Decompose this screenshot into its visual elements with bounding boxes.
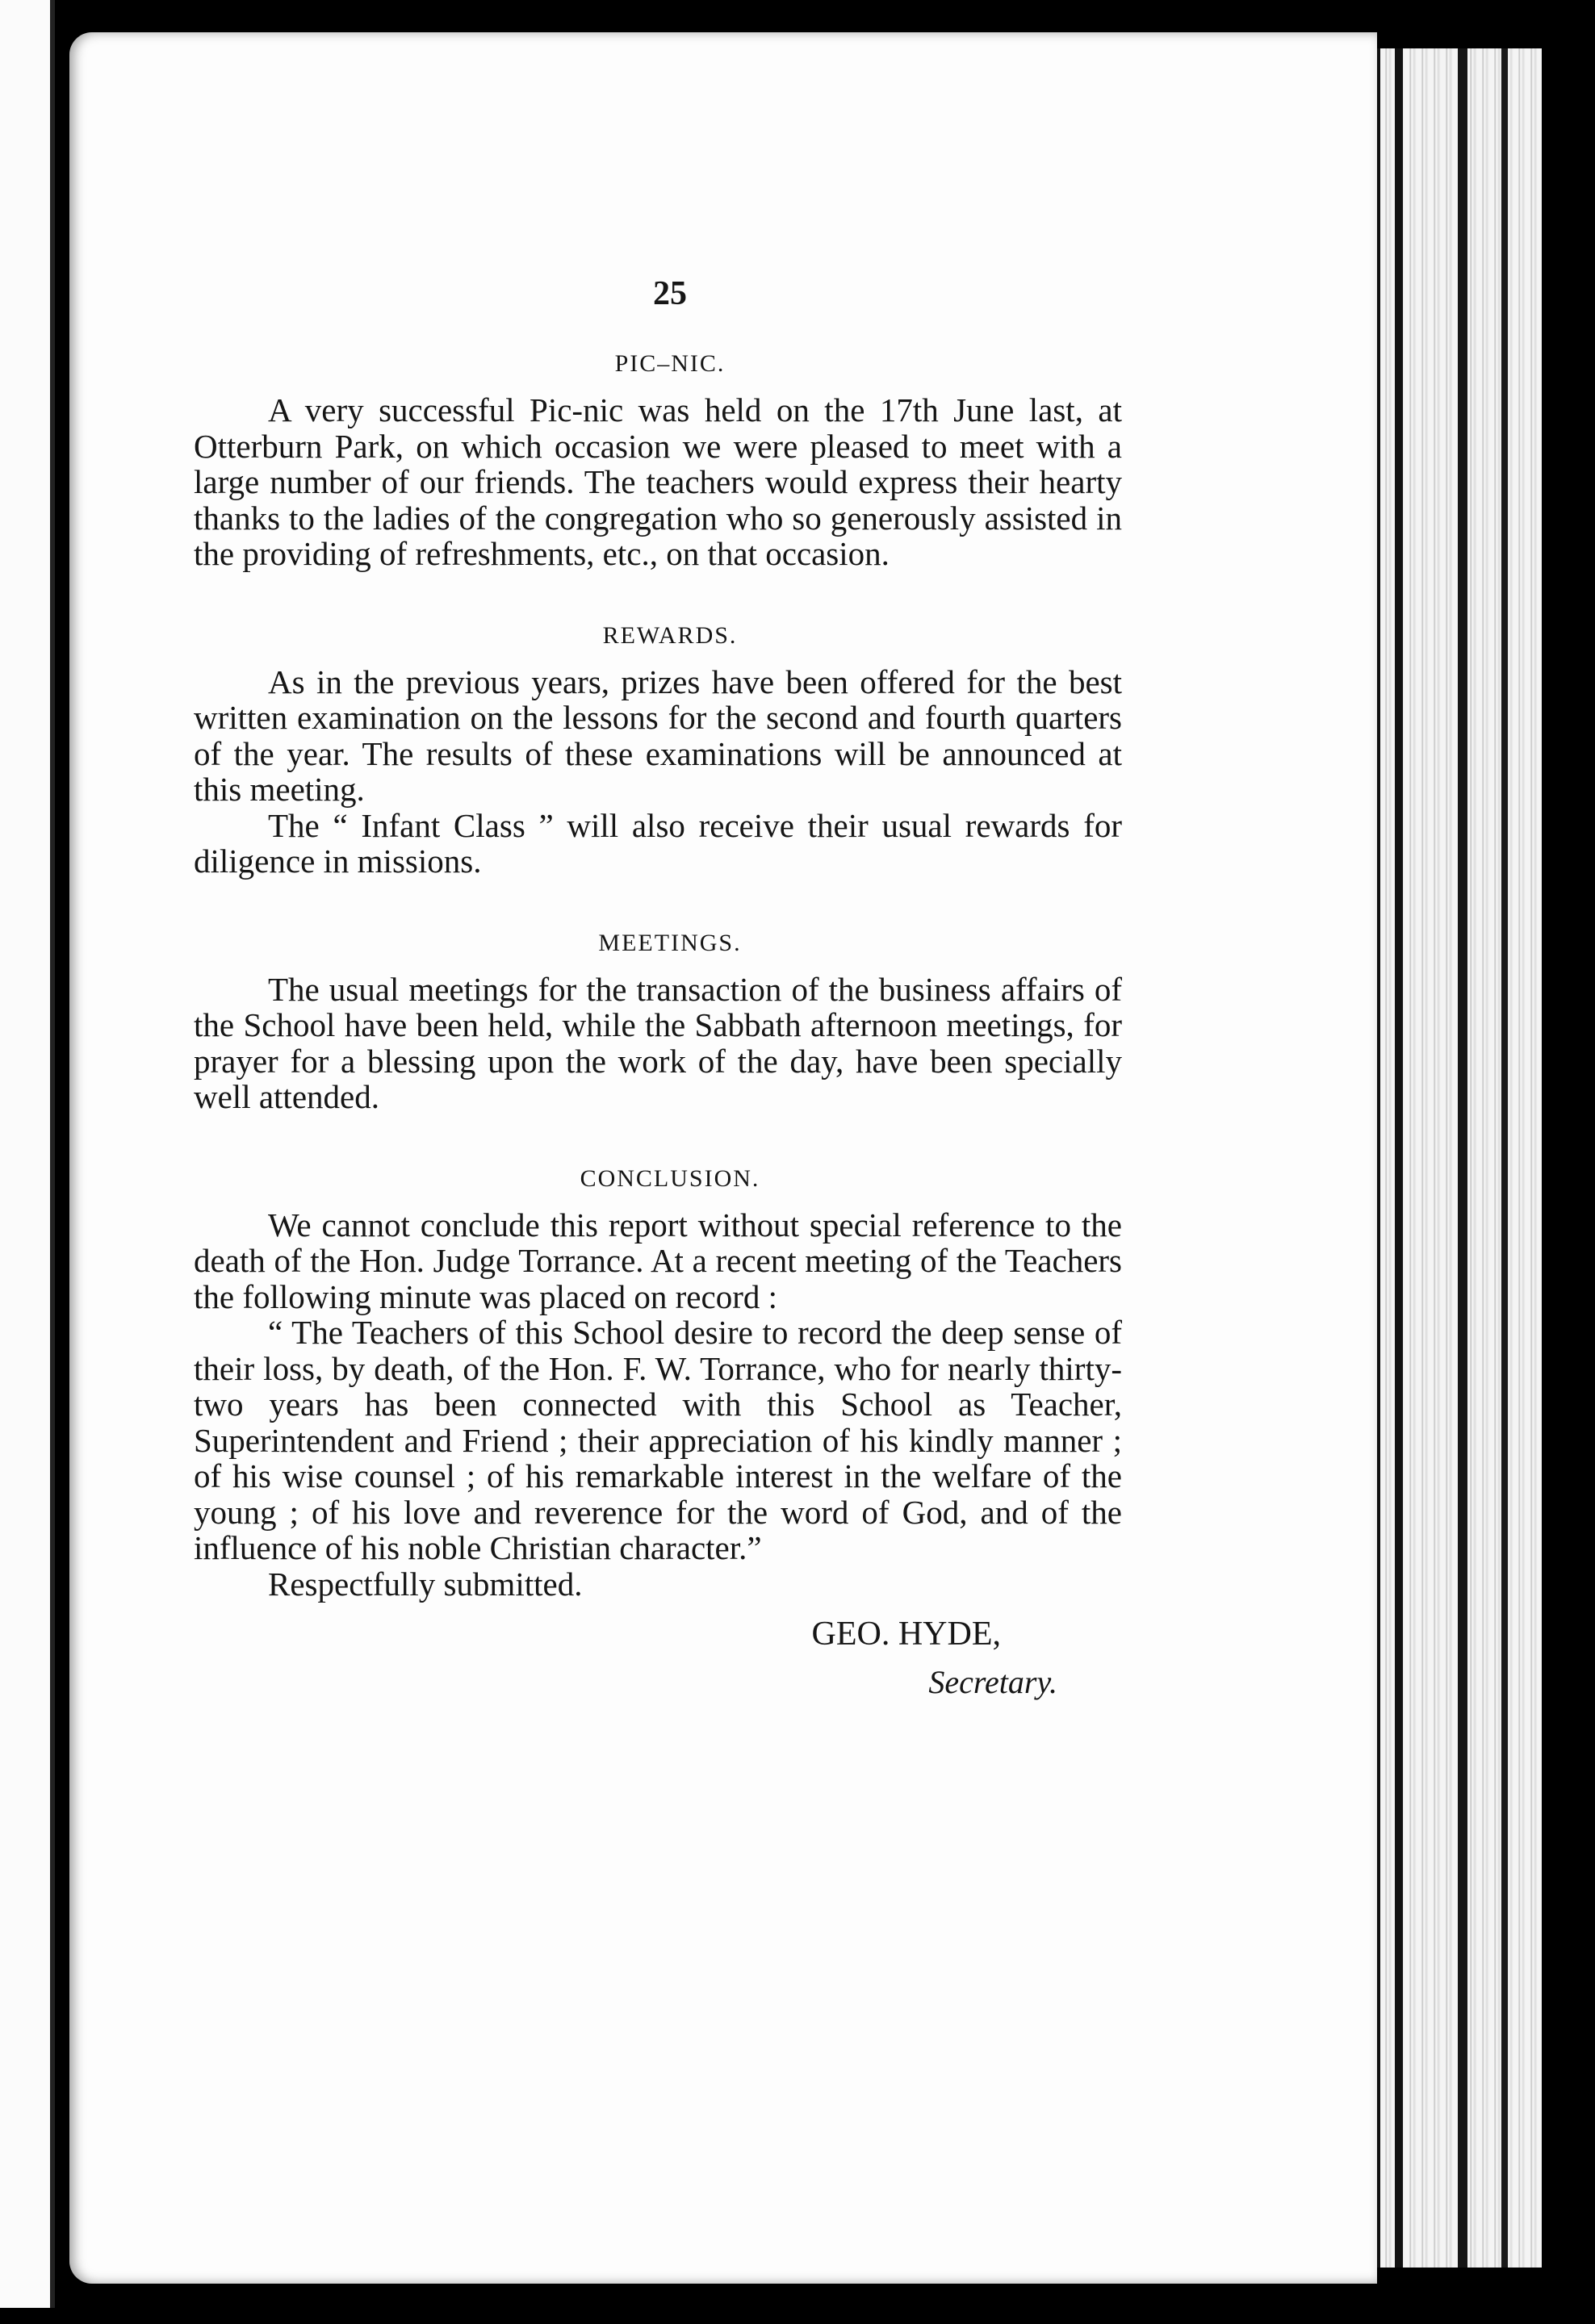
page-text-block bbox=[194, 274, 1122, 1701]
paragraph: The usual meetings for the transaction of the business affairs of the School have been held, while the Sabbath afternoon meetings, for prayer for a blessing upon the work of the day, have been specially well attended. bbox=[194, 970, 1122, 1115]
section-picnic bbox=[194, 350, 1122, 572]
gutter-shadow bbox=[55, 0, 69, 2324]
page-number: 25 bbox=[653, 275, 687, 312]
quoted-minute: “ The Teachers of this School desire to record the deep sense of their loss, by death, of the Hon. F. W. Torrance, who for nearly thirty-two years has been connected with this School as Teacher, Superintendent and Friend ; their appreciation of his kindly manner ; of his wise counsel ; of his remarkable interest in the welfare of the young ; of his love and reverence for the word of God, and of the influence of his noble Christian character.” bbox=[194, 1314, 1122, 1566]
paragraph: We cannot conclude this report without special reference to the death of the Hon. Judge Torrance. At a recent meeting of the Teachers the following minute was placed on record : bbox=[194, 1206, 1122, 1315]
paragraph: A very successful Pic-nic was held on the 17th June last, at Otterburn Park, on which occasion we were pleased to meet with a large number of our friends. The teachers would express their hearty thanks to the ladies of the congregation who so generously assisted in the providing of refreshments, etc., on that occasion. bbox=[194, 391, 1122, 572]
page-edge-shadow bbox=[1458, 48, 1467, 2268]
paragraph: As in the previous years, prizes have been offered for the best written examination on the lessons for the second and fourth quarters of the year. The results of these examinations will be announced at this meeting. bbox=[194, 663, 1122, 808]
section-heading: CONCLUSION. bbox=[580, 1164, 760, 1192]
section-heading: MEETINGS. bbox=[598, 929, 742, 956]
closing-line: Respectfully submitted. bbox=[268, 1565, 583, 1603]
section-conclusion bbox=[194, 1165, 1122, 1603]
section-rewards bbox=[194, 622, 1122, 880]
section-heading: REWARDS. bbox=[602, 621, 738, 649]
page-edge-shadow bbox=[1501, 48, 1508, 2268]
signature-title: Secretary. bbox=[928, 1664, 1057, 1700]
page-edge-shadow bbox=[1395, 48, 1403, 2268]
signature-name: GEO. HYDE, bbox=[811, 1616, 1001, 1653]
paragraph: The “ Infant Class ” will also receive their usual rewards for diligence in missions. bbox=[194, 806, 1122, 880]
page-edges-stack bbox=[1377, 48, 1542, 2268]
facing-page-edge bbox=[0, 0, 55, 2308]
section-meetings bbox=[194, 930, 1122, 1115]
section-heading: PIC–NIC. bbox=[614, 350, 726, 377]
